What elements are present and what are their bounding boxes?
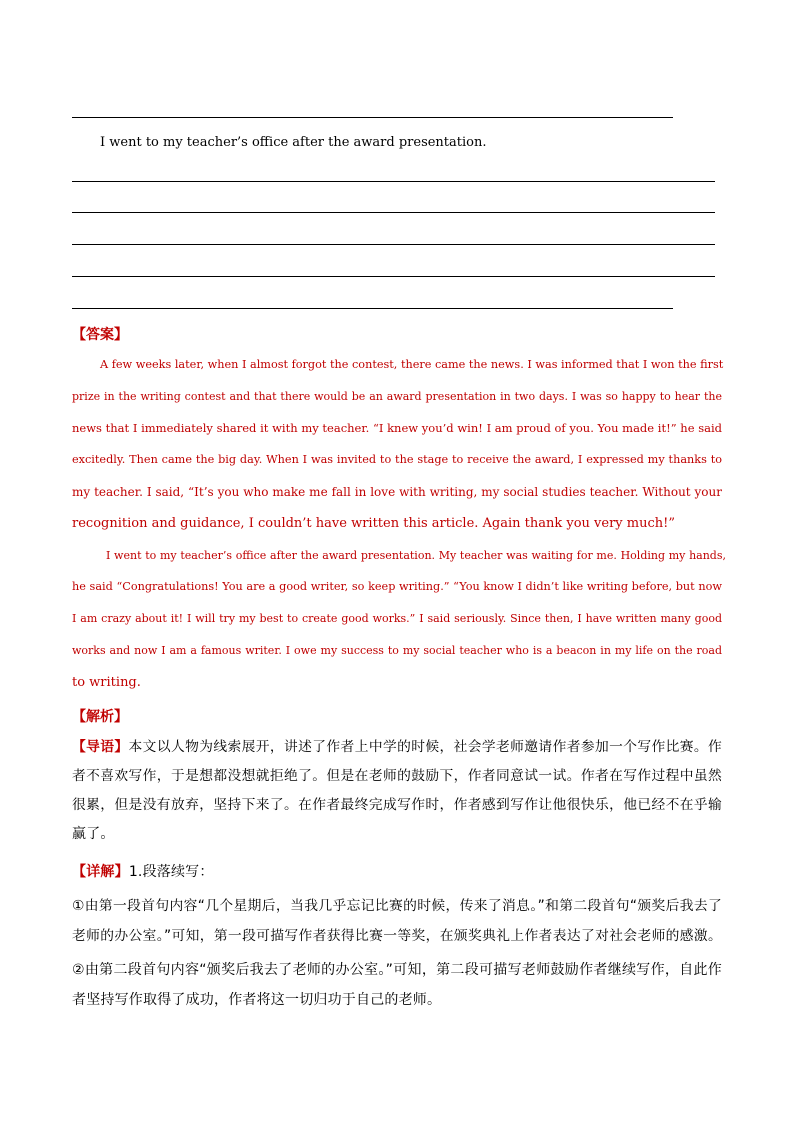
writing-line <box>72 181 715 182</box>
writing-line <box>72 212 715 213</box>
answer-line: news that I immediately shared it with my teacher. “I knew you’d win! I am proud of you. You made it!” he said <box>72 421 722 435</box>
writing-line <box>72 308 673 309</box>
detail-line: ②由第二段首句内容“颁奖后我去了老师的办公室。”可知，第二段可描写老师鼓励作者继续写作，自此作 <box>72 962 722 978</box>
answer-line: my teacher. I said, “It’s you who make me fall in love with writing, my social studies teacher. Without your <box>72 485 722 499</box>
guide-line: 很累，但是没有放弃，坚持下来了。在作者最终完成写作时，作者感到写作让他很快乐，他已经不在乎输 <box>72 797 722 813</box>
guide-text: 本文以人物为线索展开，讲述了作者上中学的时候，社会学老师邀请作者参加一个写作比赛。作 <box>128 739 722 755</box>
paragraph-prompt: I went to my teacher’s office after the award presentation. <box>100 135 487 150</box>
answer-line: works and now I am a famous writer. I owe my success to my social teacher who is a beacon in my life on the road <box>72 644 722 657</box>
analysis-label: 【解析】 <box>72 709 128 725</box>
answer-line: he said “Congratulations! You are a good writer, so keep writing.” “You know I didn’t like writing before, but now <box>72 580 722 593</box>
answer-line: I went to my teacher’s office after the award presentation. My teacher was waiting for me. Holding my hands, <box>106 549 726 562</box>
detail-heading-line <box>72 862 722 882</box>
writing-line <box>72 276 715 277</box>
detail-line: ①由第一段首句内容“几个星期后，当我几乎忘记比赛的时候，传来了消息。”和第二段首句“颁奖后我去了 <box>72 898 722 914</box>
guide-label: 【导语】 <box>72 739 129 755</box>
guide-line <box>72 737 722 757</box>
writing-line <box>72 244 715 245</box>
answer-label: 【答案】 <box>72 327 128 343</box>
detail-line: 者坚持写作取得了成功，作者将这一切归功于自己的老师。 <box>72 992 442 1008</box>
answer-line: I am crazy about it! I will try my best to create good works.” I said seriously. Since then, I have written many good <box>72 612 722 625</box>
answer-line: to writing. <box>72 675 141 690</box>
guide-line: 者不喜欢写作，于是想都没想就拒绝了。但是在老师的鼓励下，作者同意试一试。作者在写作过程中虽然 <box>72 768 722 784</box>
guide-line: 赢了。 <box>72 826 115 842</box>
detail-line: 老师的办公室。”可知，第一段可描写作者获得比赛一等奖，在颁奖典礼上作者表达了对社会老师的感激。 <box>72 928 722 944</box>
answer-line: A few weeks later, when I almost forgot the contest, there came the news. I was informed that I won the first <box>100 358 724 371</box>
answer-line: prize in the writing contest and that there would be an award presentation in two days. I was so happy to hear the <box>72 390 722 403</box>
writing-line <box>72 117 673 118</box>
answer-line: recognition and guidance, I couldn’t have written this article. Again thank you very much!” <box>72 516 676 531</box>
answer-line: excitedly. Then came the big day. When I was invited to the stage to receive the award, I expressed my thanks to <box>72 453 722 466</box>
detail-heading: 1.段落续写： <box>128 864 214 880</box>
detail-label: 【详解】 <box>72 864 129 880</box>
